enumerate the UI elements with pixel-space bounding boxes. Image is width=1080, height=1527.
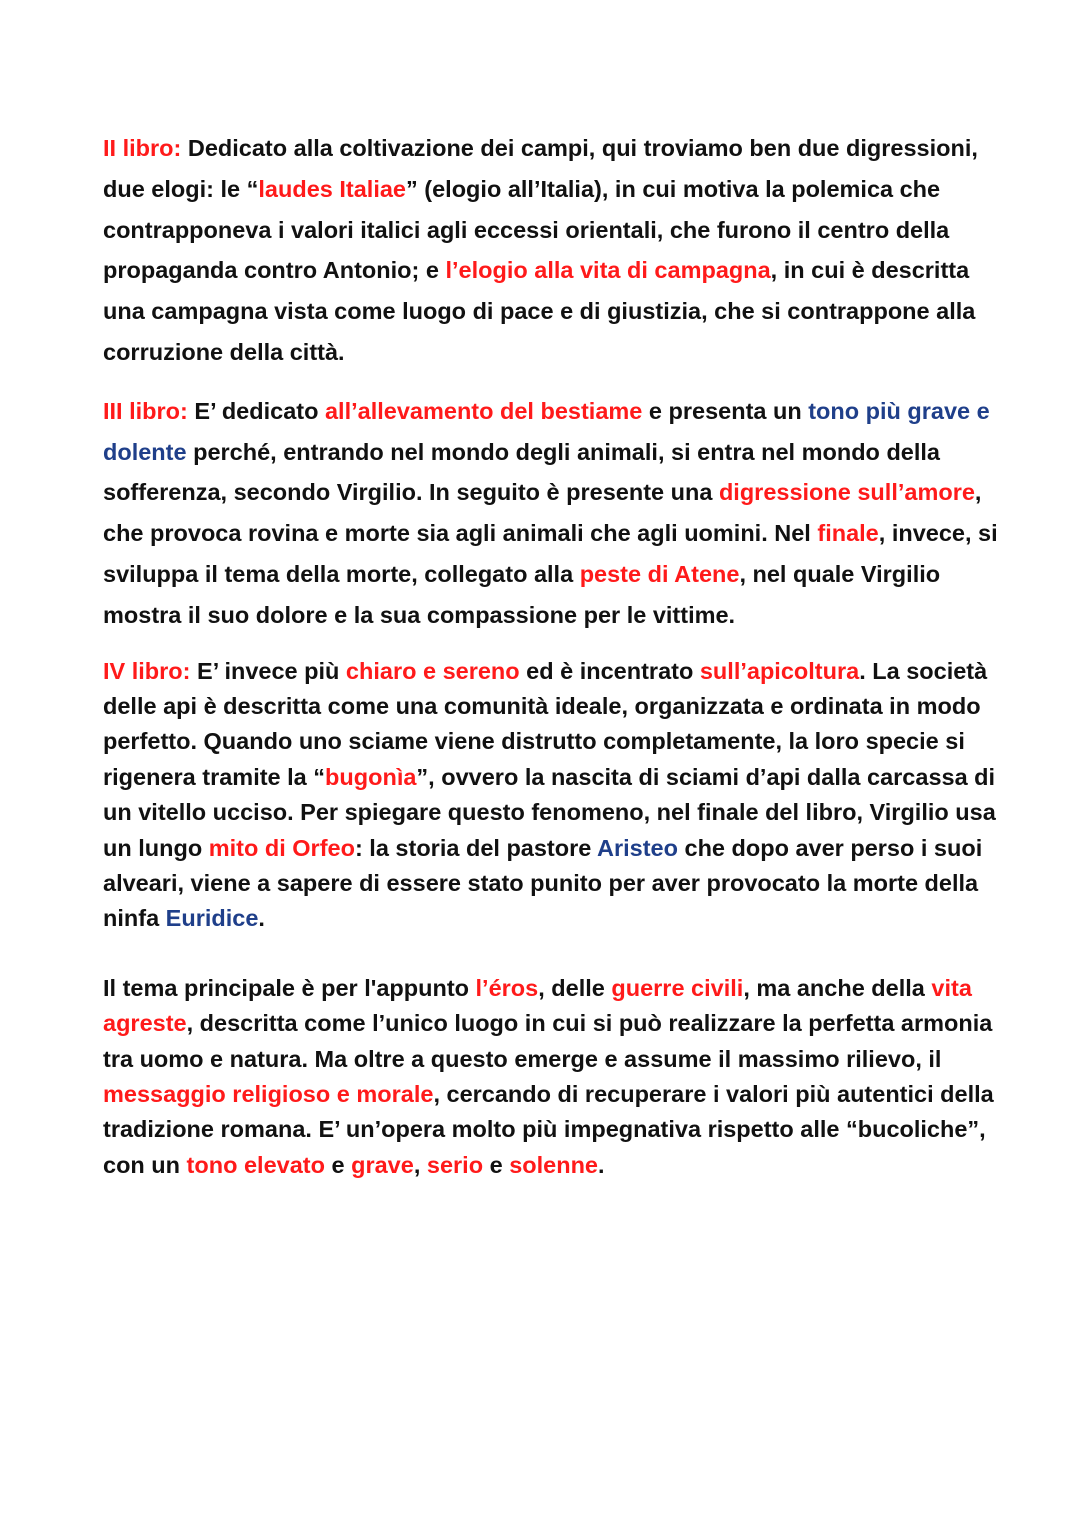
text-segment: e presenta un (642, 397, 809, 424)
text-segment: che dopo aver perso i suoi alveari, viene a sapere di essere stato punito per aver provocato la morte della ninfa (103, 834, 983, 932)
highlighted-text-red: bugonìa (325, 763, 417, 790)
highlighted-text-red: grave (351, 1151, 414, 1178)
highlighted-text-red: mito di Orfeo (208, 834, 355, 861)
text-segment: perché, entrando nel mondo degli animali, si entra nel mondo della sofferenza, secondo Virgilio. In seguito è presente una (103, 438, 940, 506)
text-segment: , ma anche della (743, 974, 932, 1001)
paragraph-tema-principale (103, 971, 1003, 1183)
highlighted-text-red: all’allevamento del bestiame (324, 397, 643, 424)
highlighted-text-red: l’éros (475, 974, 539, 1001)
paragraph-libro-4 (103, 654, 1003, 937)
highlighted-text-red: chiaro e sereno (345, 657, 520, 684)
highlighted-text-red: guerre civili (611, 974, 744, 1001)
highlighted-text-red: II libro: (103, 135, 182, 161)
text-segment: E’ invece più (190, 657, 346, 684)
text-segment: . (598, 1151, 605, 1178)
document-page (103, 128, 1003, 1183)
text-segment: ed è incentrato (519, 657, 700, 684)
text-segment: , in cui è descritta una campagna vista come luogo di pace e di giustizia, che si contrappone alla corruzione della città. (103, 257, 976, 365)
highlighted-text-blue: Aristeo (597, 834, 678, 861)
highlighted-text-red: laudes Italiae (258, 175, 406, 202)
highlighted-text-red: digressione sull’amore (718, 479, 975, 506)
highlighted-text-red: messaggio religioso e morale (103, 1081, 434, 1108)
text-segment: ” (elogio all’Italia), in cui motiva la polemica che contrapponeva i valori italici agli eccessi orientali, che furono il centro della propaganda contro Antonio; e (103, 175, 950, 284)
text-segment: Dedicato alla coltivazione dei campi, qui troviamo ben due digressioni, due elogi: le “ (103, 135, 978, 202)
text-segment: e (483, 1151, 510, 1178)
paragraph-libro-3 (103, 391, 1003, 636)
text-segment: e (324, 1151, 352, 1178)
text-segment: . La società delle api è descritta come una comunità ideale, organizzata e ordinata in modo perfetto. Quando uno sciame viene distrutto completamente, la loro specie si rigenera tramite la “ (103, 657, 988, 790)
text-segment: E’ dedicato (187, 397, 325, 424)
highlighted-text-red: IV libro: (103, 657, 191, 684)
text-segment: , invece, si sviluppa il tema della morte, collegato alla (103, 520, 998, 587)
text-segment: , cercando di recuperare i valori più autentici della tradizione romana. E’ un’opera molto più impegnativa rispetto alle “bucoliche”, con un (103, 1081, 994, 1178)
text-segment: , (413, 1151, 427, 1178)
highlighted-text-red: finale (817, 520, 879, 547)
highlighted-text-red: serio (426, 1151, 484, 1178)
highlighted-text-red: l’elogio alla vita di campagna (445, 257, 771, 284)
text-segment: . (258, 905, 265, 932)
paragraph-libro-2 (103, 128, 1003, 373)
highlighted-text-red: solenne (509, 1151, 599, 1178)
highlighted-text-blue: tono più grave e dolente (103, 397, 990, 465)
text-segment: Il tema principale è per l'appunto (103, 974, 476, 1001)
highlighted-text-blue: Euridice (165, 905, 259, 932)
highlighted-text-red: III libro: (103, 397, 188, 424)
highlighted-text-red: peste di Atene (579, 560, 740, 587)
highlighted-text-red: vita agreste (103, 974, 972, 1037)
highlighted-text-red: tono elevato (186, 1151, 325, 1178)
text-segment: : la storia del pastore (354, 834, 597, 861)
text-segment: ”, ovvero la nascita di sciami d’api dalla carcassa di un vitello ucciso. Per spiegare questo fenomeno, nel finale del libro, Virgilio usa un lungo (103, 763, 996, 861)
text-segment: , che provoca rovina e morte sia agli animali che agli uomini. Nel (103, 479, 982, 547)
text-segment: , delle (538, 974, 612, 1001)
text-segment: , nel quale Virgilio mostra il suo dolore e la sua compassione per le vittime. (103, 560, 941, 628)
text-segment: , descritta come l’unico luogo in cui si può realizzare la perfetta armonia tra uomo e natura. Ma oltre a questo emerge e assume il massimo rilievo, il (103, 1010, 993, 1072)
highlighted-text-red: sull’apicoltura (699, 657, 860, 684)
